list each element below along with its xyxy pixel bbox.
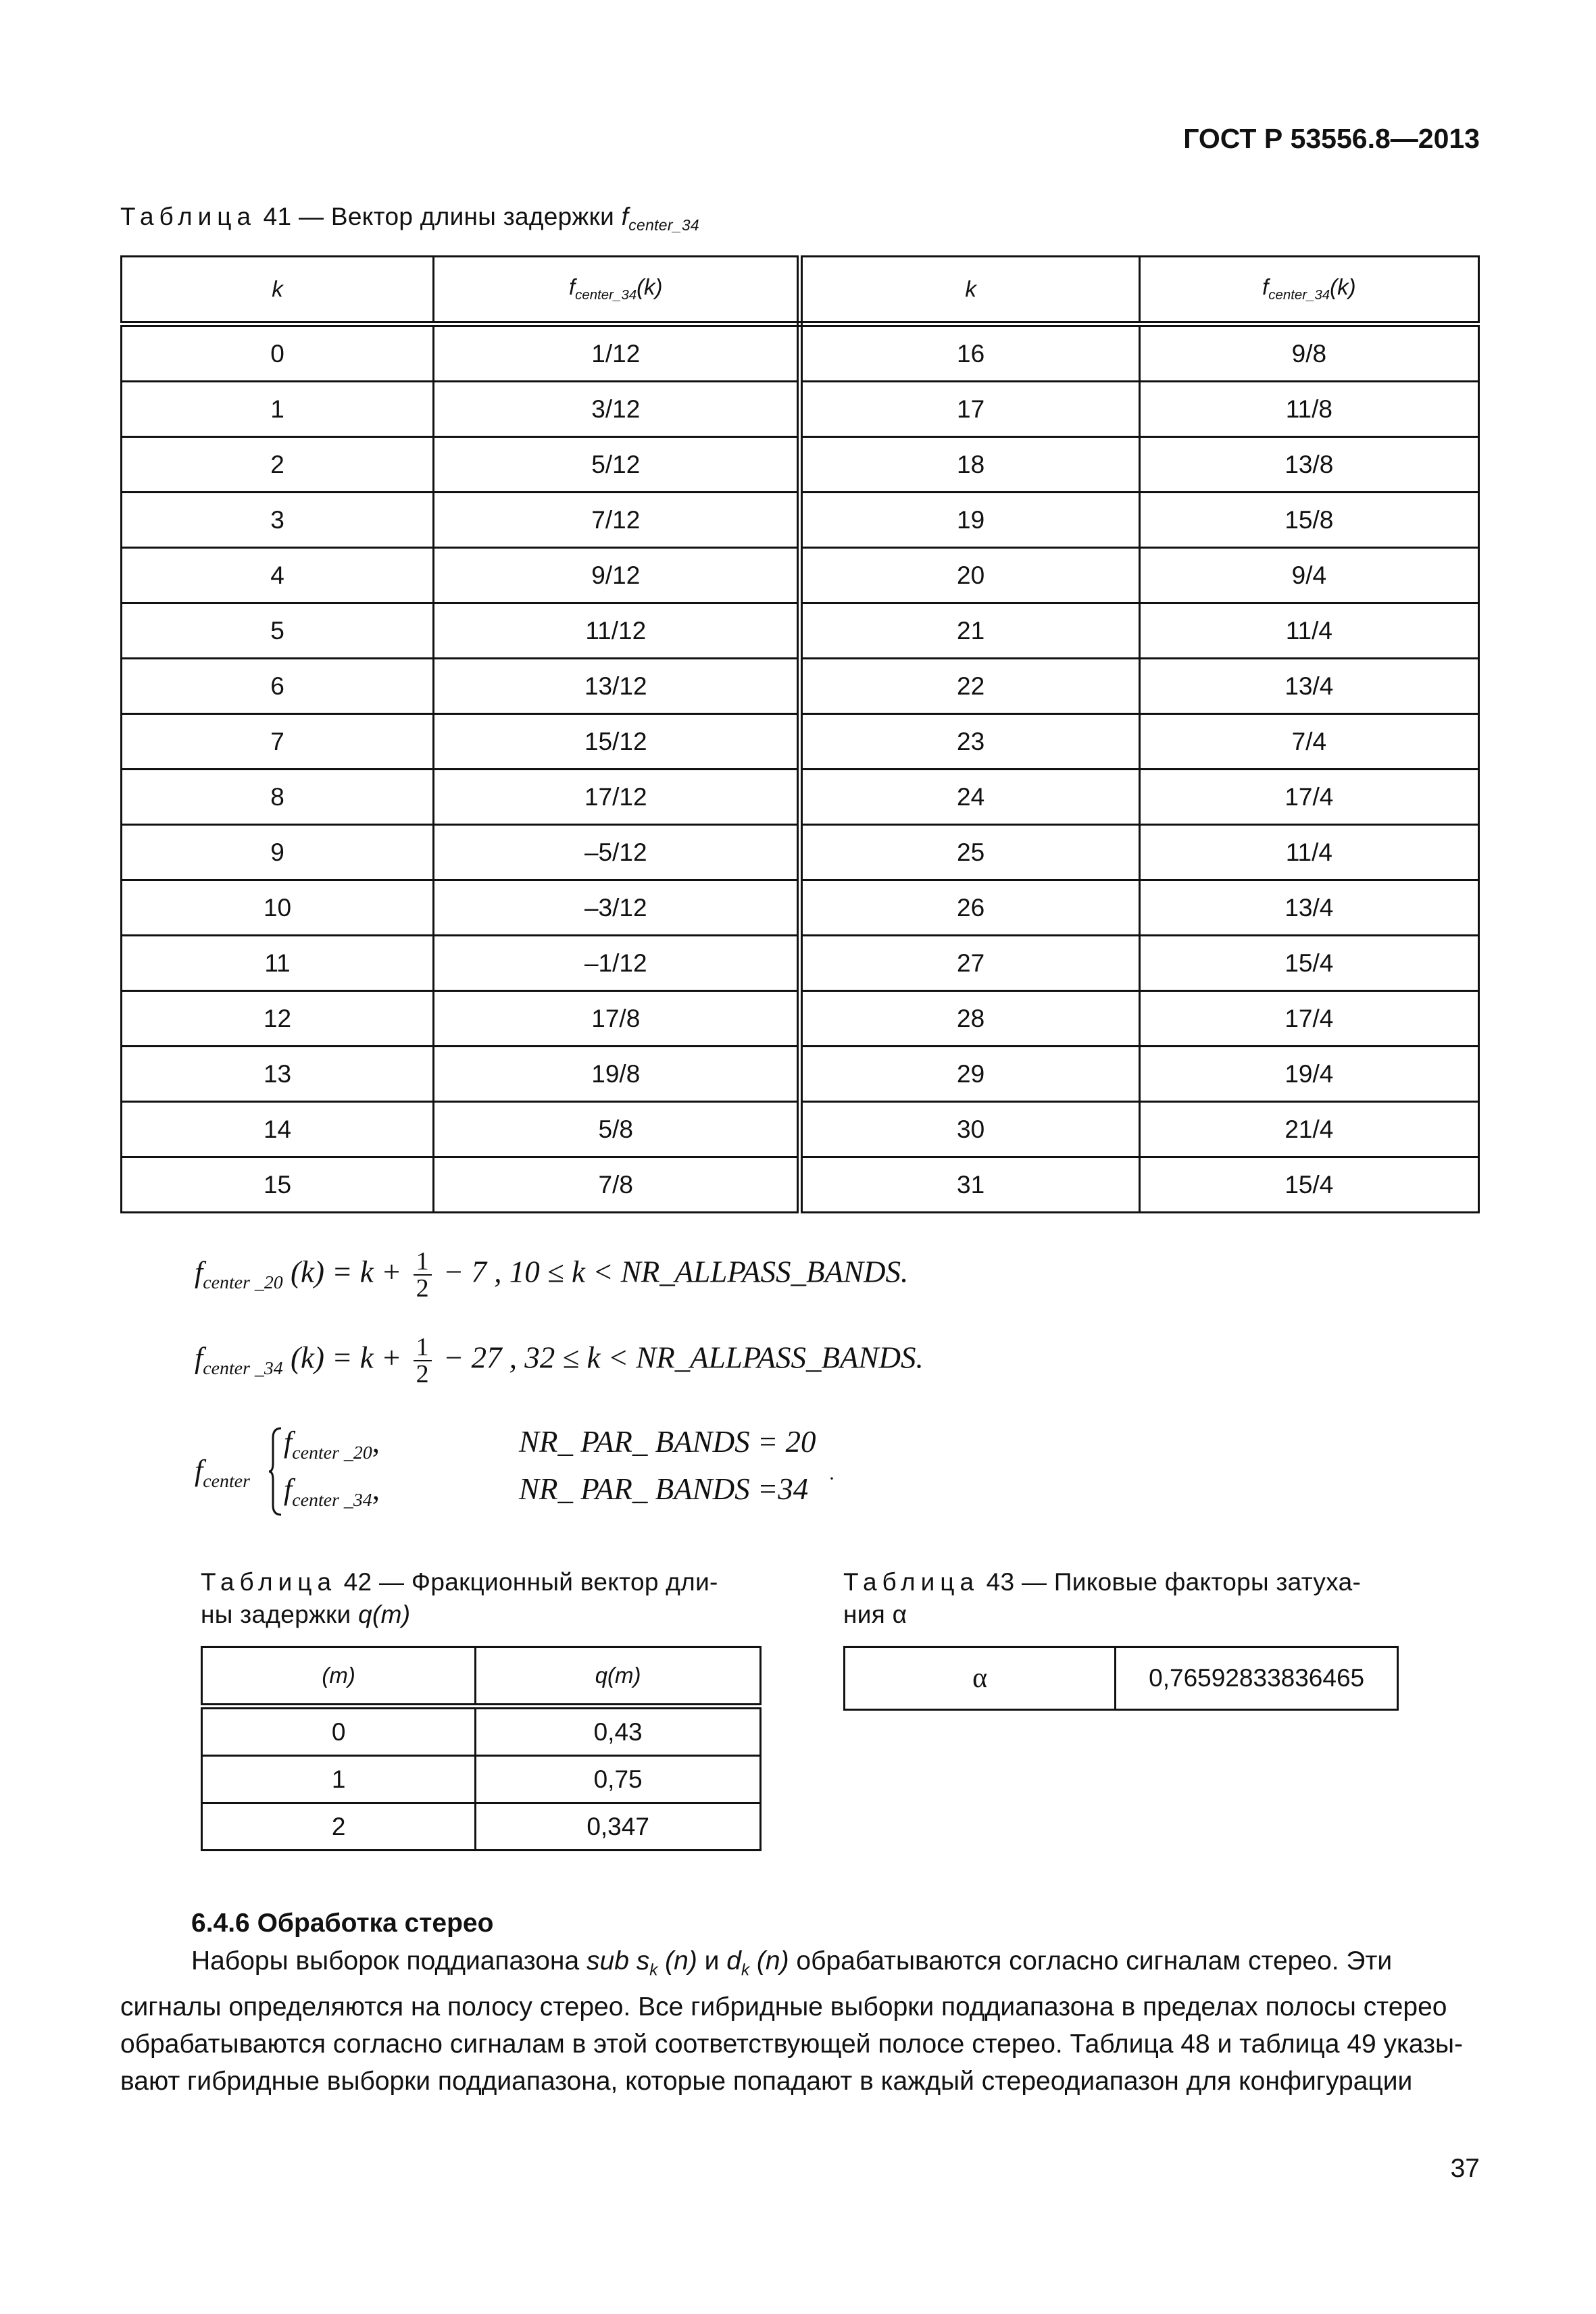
table-row <box>122 437 1479 493</box>
table41-header-row <box>122 257 1479 324</box>
table41-caption-word: Таблица <box>120 203 257 230</box>
formula-fcenter-34 <box>195 1334 924 1387</box>
table41 <box>120 255 1480 1213</box>
table41-caption <box>120 203 699 234</box>
table-cell: 23 <box>800 714 1139 770</box>
table-cell: 0,75 <box>476 1756 761 1803</box>
table-row <box>122 936 1479 991</box>
table-cell: –3/12 <box>434 880 800 936</box>
table-cell: 15/12 <box>434 714 800 770</box>
table-cell: 9/12 <box>434 548 800 603</box>
table43-value-cell: 0,76592833836465 <box>1116 1647 1398 1710</box>
table-row <box>122 659 1479 714</box>
formula-subscript: center <box>203 1470 250 1492</box>
table-row <box>122 991 1479 1047</box>
table42 <box>201 1646 762 1851</box>
table-row <box>122 548 1479 603</box>
table-cell: 11/8 <box>1139 382 1478 437</box>
table-cell: 15/4 <box>1139 1157 1478 1213</box>
table-cell: 4 <box>122 548 434 603</box>
table-cell: 19/8 <box>434 1047 800 1102</box>
formula-lhs: (k) = k + <box>290 1255 402 1289</box>
table-cell: 2 <box>202 1803 476 1851</box>
table42-caption-line2: ны задержки <box>201 1601 351 1628</box>
table-row <box>122 324 1479 382</box>
table-cell: 1 <box>122 382 434 437</box>
table-row <box>122 770 1479 825</box>
table-cell: 6 <box>122 659 434 714</box>
table-cell: 0,347 <box>476 1803 761 1851</box>
table-cell: 17/4 <box>1139 991 1478 1047</box>
paragraph-line-1: Наборы выборок поддиапазона sub $s_k$ (n) и $d_k$ (n) обрабатываются согласно сигналам стерео. Эти <box>191 1946 1393 1980</box>
table-cell: 30 <box>800 1102 1139 1157</box>
table-cell: 17/12 <box>434 770 800 825</box>
table-cell: 7/8 <box>434 1157 800 1213</box>
table-cell: 12 <box>122 991 434 1047</box>
table-cell: 7 <box>122 714 434 770</box>
table-cell: 27 <box>800 936 1139 991</box>
table-cell: 29 <box>800 1047 1139 1102</box>
table42-header-row <box>202 1647 761 1707</box>
formula-case-1-condition: NR_ PAR_ BANDS = 20 <box>519 1425 816 1459</box>
document-code: ГОСТ Р 53556.8—2013 <box>1183 123 1480 154</box>
table42-col-q: q(m) <box>476 1647 761 1707</box>
table41-caption-text: 41 — Вектор длины задержки <box>263 203 615 230</box>
table-cell: 9/8 <box>1139 324 1478 382</box>
table41-col-f-left: $f_{center\_34}(k)$ <box>434 257 800 324</box>
table-cell: –5/12 <box>434 825 800 880</box>
table43-caption-line2: ния α <box>843 1601 907 1628</box>
table-row <box>122 825 1479 880</box>
table-cell: 9 <box>122 825 434 880</box>
table-row <box>202 1707 761 1756</box>
table-cell: 15 <box>122 1157 434 1213</box>
table-row <box>122 1157 1479 1213</box>
table-cell: 3/12 <box>434 382 800 437</box>
table-cell: 0,43 <box>476 1707 761 1756</box>
table-cell: 13/4 <box>1139 659 1478 714</box>
table-cell: 1/12 <box>434 324 800 382</box>
table-cell: 5/12 <box>434 437 800 493</box>
formula-fraction: $\frac{1}{2}$ <box>414 1334 432 1387</box>
table-cell: 15/4 <box>1139 936 1478 991</box>
table-cell: 7/12 <box>434 493 800 548</box>
table42-col-m: (m) <box>202 1647 476 1707</box>
table41-col-k-left: k <box>122 257 434 324</box>
table-cell: 18 <box>800 437 1139 493</box>
section-heading: 6.4.6 Обработка стерео <box>191 1909 494 1938</box>
table-cell: 17/4 <box>1139 770 1478 825</box>
section-paragraph <box>120 1942 1480 2100</box>
table43 <box>843 1646 1399 1711</box>
table43-row <box>845 1647 1398 1710</box>
table-cell: 8 <box>122 770 434 825</box>
table-cell: 7/4 <box>1139 714 1478 770</box>
table41-col-k-right: k <box>800 257 1139 324</box>
table-row <box>202 1803 761 1851</box>
table-row <box>122 880 1479 936</box>
formula-rhs: − 27 , 32 ≤ k < NR_ALLPASS_BANDS. <box>443 1340 924 1375</box>
table-cell: 16 <box>800 324 1139 382</box>
paragraph-line-4: вают гибридные выборки поддиапазона, которые попадают в каждый стереодиапазон для конфигурации <box>120 2067 1413 2096</box>
table42-caption-symbol: q(m) <box>358 1601 411 1628</box>
table-cell: 24 <box>800 770 1139 825</box>
table-cell: 11 <box>122 936 434 991</box>
formula-symbol: f <box>195 1255 203 1289</box>
table-cell: 11/4 <box>1139 603 1478 659</box>
table-cell: 19 <box>800 493 1139 548</box>
table-row <box>122 603 1479 659</box>
table-row <box>122 1102 1479 1157</box>
table-cell: –1/12 <box>434 936 800 991</box>
page-number: 37 <box>1450 2154 1480 2183</box>
table-row <box>202 1756 761 1803</box>
table-row <box>122 382 1479 437</box>
table-row <box>122 714 1479 770</box>
table-cell: 0 <box>202 1707 476 1756</box>
table43-caption-word: Таблица <box>843 1568 980 1596</box>
table-cell: 14 <box>122 1102 434 1157</box>
table43-caption-text: 43 — Пиковые факторы затуха- <box>986 1568 1362 1596</box>
paragraph-line-3: обрабатываются согласно сигналам в этой соответствующей полосе стерео. Таблица 48 и таблица 49 указы- <box>120 2030 1464 2059</box>
table-cell: 5 <box>122 603 434 659</box>
table-cell: 21/4 <box>1139 1102 1478 1157</box>
table-cell: 9/4 <box>1139 548 1478 603</box>
formula-brace <box>268 1427 284 1516</box>
formula-fraction: $\frac{1}{2}$ <box>414 1249 432 1301</box>
table-cell: 10 <box>122 880 434 936</box>
table-row <box>122 1047 1479 1102</box>
formula-rhs: − 7 , 10 ≤ k < NR_ALLPASS_BANDS. <box>443 1255 909 1289</box>
formula-subscript: center _34 <box>203 1358 283 1380</box>
table-cell: 11/12 <box>434 603 800 659</box>
formula-fcenter-20 <box>195 1249 908 1301</box>
table41-col-f-right: $f_{center\_34}(k)$ <box>1139 257 1478 324</box>
table-cell: 11/4 <box>1139 825 1478 880</box>
table-cell: 22 <box>800 659 1139 714</box>
table42-caption-text: 42 — Фракционный вектор дли- <box>343 1568 718 1596</box>
table-cell: 28 <box>800 991 1139 1047</box>
table43-symbol-cell: α <box>845 1647 1116 1710</box>
table-cell: 17 <box>800 382 1139 437</box>
formula-subscript: center _20 <box>203 1272 283 1294</box>
table-cell: 2 <box>122 437 434 493</box>
table-cell: 20 <box>800 548 1139 603</box>
formula-symbol: f <box>195 1454 203 1487</box>
formula-end-dot: · <box>828 1467 835 1490</box>
table-cell: 17/8 <box>434 991 800 1047</box>
table43-caption <box>843 1566 1399 1631</box>
table-cell: 0 <box>122 324 434 382</box>
table-cell: 21 <box>800 603 1139 659</box>
table-cell: 13/12 <box>434 659 800 714</box>
table-cell: 26 <box>800 880 1139 936</box>
table-cell: 19/4 <box>1139 1047 1478 1102</box>
table42-caption-word: Таблица <box>201 1568 337 1596</box>
table-cell: 15/8 <box>1139 493 1478 548</box>
paragraph-line-2: сигналы определяются на полосу стерео. Все гибридные выборки поддиапазона в пределах полосы стерео <box>120 1992 1447 2022</box>
table-cell: 25 <box>800 825 1139 880</box>
formula-case-2: $f_{center \_34}$, <box>284 1472 380 1511</box>
table-row <box>122 493 1479 548</box>
table41-caption-symbol: $f_{center\_34}$ <box>621 203 699 234</box>
table-cell: 13/4 <box>1139 880 1478 936</box>
table-cell: 31 <box>800 1157 1139 1213</box>
formula-case-2-condition: NR_ PAR_ BANDS =34 <box>519 1472 809 1506</box>
formula-symbol: f <box>195 1341 203 1375</box>
table-cell: 13/8 <box>1139 437 1478 493</box>
table-cell: 5/8 <box>434 1102 800 1157</box>
formula-case-1: $f_{center \_20}$, <box>284 1425 380 1463</box>
formula-lhs: (k) = k + <box>290 1340 402 1375</box>
table-cell: 1 <box>202 1756 476 1803</box>
table-cell: 3 <box>122 493 434 548</box>
table42-caption <box>201 1566 762 1631</box>
table-cell: 13 <box>122 1047 434 1102</box>
formula-fcenter-piecewise <box>195 1453 250 1492</box>
